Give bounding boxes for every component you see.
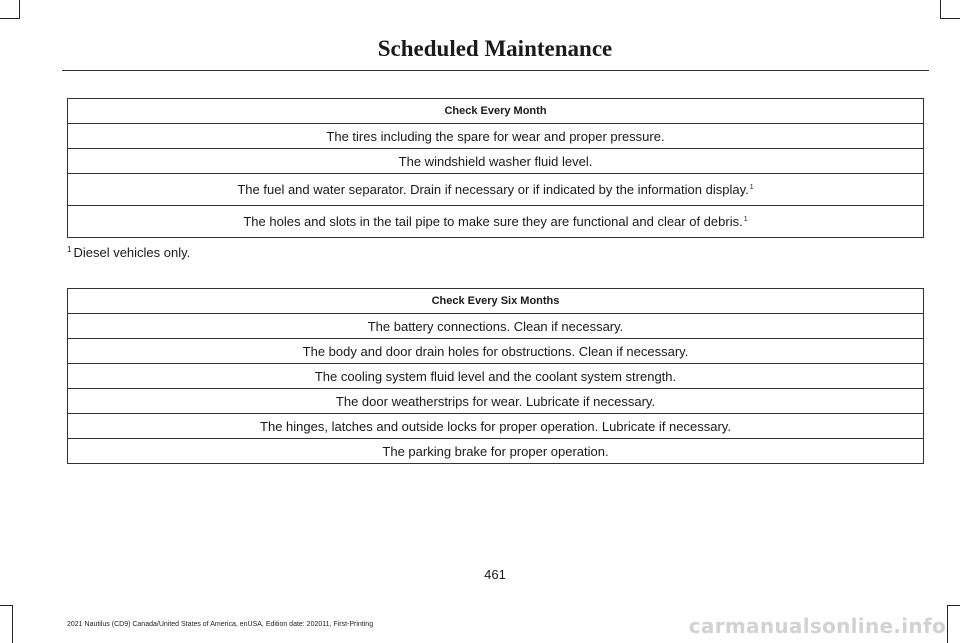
table-cell: The windshield washer fluid level. <box>68 149 924 174</box>
table-row <box>68 314 924 339</box>
table-row <box>68 389 924 414</box>
table-cell: The tires including the spare for wear and proper pressure. <box>68 124 924 149</box>
crop-mark <box>940 0 941 19</box>
table-row <box>68 206 924 238</box>
table-cell: The cooling system fluid level and the coolant system strength. <box>68 364 924 389</box>
table-row <box>68 149 924 174</box>
table-row <box>68 439 924 464</box>
footnote-marker: 1 <box>743 215 748 223</box>
table-cell: The battery connections. Clean if necessary. <box>68 314 924 339</box>
table-row <box>68 124 924 149</box>
table-cell: The body and door drain holes for obstructions. Clean if necessary. <box>68 339 924 364</box>
table-row <box>68 339 924 364</box>
footnote-marker: 1 <box>67 244 72 254</box>
edition-info: 2021 Nautilus (CD9) Canada/United States of America, enUSA, Edition date: 202011, First-Printing <box>67 621 374 628</box>
crop-mark <box>940 18 960 19</box>
six-month-checks-table <box>67 288 924 464</box>
crop-mark <box>947 605 960 606</box>
table-cell: The fuel and water separator. Drain if necessary or if indicated by the information display.$^1$ <box>68 174 924 206</box>
crop-mark <box>0 605 13 606</box>
table-header-row <box>68 99 924 124</box>
crop-mark <box>19 0 20 19</box>
table-header-row <box>68 289 924 314</box>
table-row <box>68 364 924 389</box>
table-cell: The parking brake for proper operation. <box>68 439 924 464</box>
table-cell: The door weatherstrips for wear. Lubricate if necessary. <box>68 389 924 414</box>
crop-mark <box>0 18 20 19</box>
table-row <box>68 174 924 206</box>
footnote-marker: 1 <box>749 183 754 191</box>
crop-mark <box>12 605 13 643</box>
title-divider <box>62 70 929 71</box>
table-cell: The holes and slots in the tail pipe to make sure they are functional and clear of debris.$^1$ <box>68 206 924 238</box>
page-number: 461 <box>484 567 506 582</box>
footnote: $^1$ Diesel vehicles only. <box>67 244 191 260</box>
watermark-logo: carmanualsonline.info <box>688 614 946 638</box>
table-header: Check Every Six Months <box>68 289 924 314</box>
crop-mark <box>947 605 948 643</box>
table-cell: The hinges, latches and outside locks for proper operation. Lubricate if necessary. <box>68 414 924 439</box>
monthly-checks-table <box>67 98 924 238</box>
table-header: Check Every Month <box>68 99 924 124</box>
page-title: Scheduled Maintenance <box>377 36 613 61</box>
table-row <box>68 414 924 439</box>
